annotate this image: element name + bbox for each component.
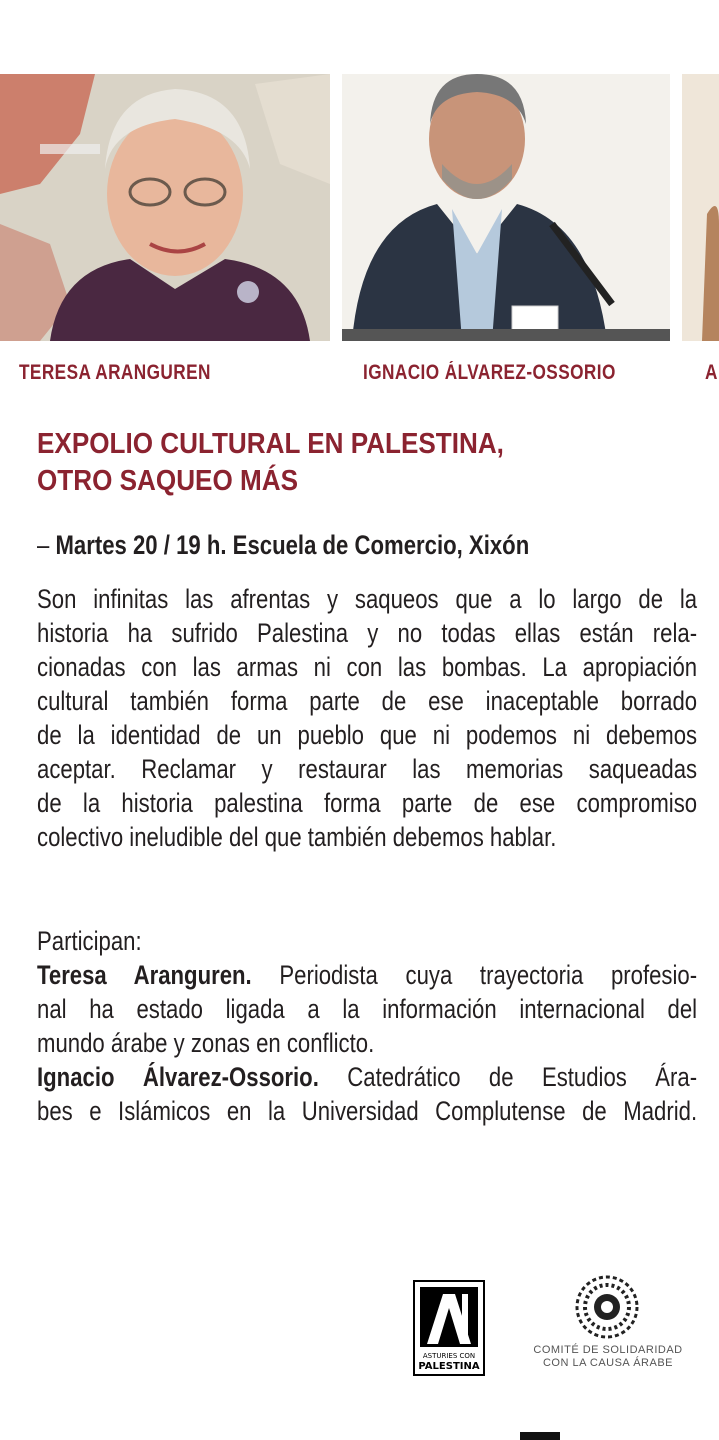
description-line: de la identidad de un pueblo que ni podemos ni debemos xyxy=(37,720,698,750)
corner-mark xyxy=(520,1432,560,1440)
participants-heading: Participan: xyxy=(37,926,142,956)
svg-text:ASTURIES CON: ASTURIES CON xyxy=(422,1352,476,1360)
participant-1-line-2: nal ha estado ligada a la información internacional del xyxy=(37,994,698,1024)
photo-teresa-aranguren xyxy=(0,74,330,341)
comite-name: COMITÉ DE SOLIDARIDAD CON LA CAUSA ÁRABE xyxy=(533,1344,683,1369)
participant-1-bio: Periodista cuya trayectoria profesio- xyxy=(251,960,698,990)
participant-1-line-1 xyxy=(37,958,697,992)
svg-text:PALESTINA: PALESTINA xyxy=(418,1361,480,1372)
event-title-line-2: OTRO SAQUEO MÁS xyxy=(37,465,299,497)
participant-2-line-2: bes e Islámicos en la Universidad Complutense de Madrid. xyxy=(37,1096,698,1126)
participant-2-line-1 xyxy=(37,1060,697,1094)
event-description xyxy=(37,582,697,854)
photo-third-participant xyxy=(682,74,719,341)
participant-2-name: Ignacio Álvarez-Ossorio. xyxy=(37,1062,319,1092)
caption-teresa-aranguren: TERESA ARANGUREN xyxy=(19,361,211,384)
description-line: de la historia palestina forma parte de ese compromiso xyxy=(37,788,698,818)
date-text: Martes 20 / 19 h. Escuela de Comercio, Xixón xyxy=(55,530,530,560)
comite-solidaridad-causa-arabe-logo xyxy=(528,1274,688,1384)
caption-third-participant: A xyxy=(705,361,718,384)
description-line: Son infinitas las afrentas y saqueos que a lo largo de la xyxy=(37,584,698,614)
date-dash: – xyxy=(37,530,56,560)
event-date xyxy=(37,530,529,561)
asturies-con-palestina-logo xyxy=(413,1280,485,1376)
participant-1-name: Teresa Aranguren. xyxy=(37,960,252,990)
participant-2-bio: Catedrático de Estudios Ára- xyxy=(318,1062,698,1092)
event-title xyxy=(37,426,631,500)
description-line: colectivo ineludible del que también debemos hablar. xyxy=(37,822,557,852)
participant-1-line-3: mundo árabe y zonas en conflicto. xyxy=(37,1028,375,1058)
description-line: cionadas con las armas ni con las bombas. La apropiación xyxy=(37,652,698,682)
caption-ignacio-alvarez-ossorio: IGNACIO ÁLVAREZ-OSSORIO xyxy=(363,361,616,384)
ornament-icon xyxy=(574,1274,640,1340)
photo-ignacio-alvarez-ossorio xyxy=(342,74,670,341)
description-line: cultural también forma parte de ese inaceptable borrado xyxy=(37,686,698,716)
event-title-line-1: EXPOLIO CULTURAL EN PALESTINA, xyxy=(37,428,504,460)
participants-section xyxy=(37,924,697,1128)
description-line: aceptar. Reclamar y restaurar las memorias saqueadas xyxy=(37,754,698,784)
description-line: historia ha sufrido Palestina y no todas ellas están rela- xyxy=(37,618,698,648)
